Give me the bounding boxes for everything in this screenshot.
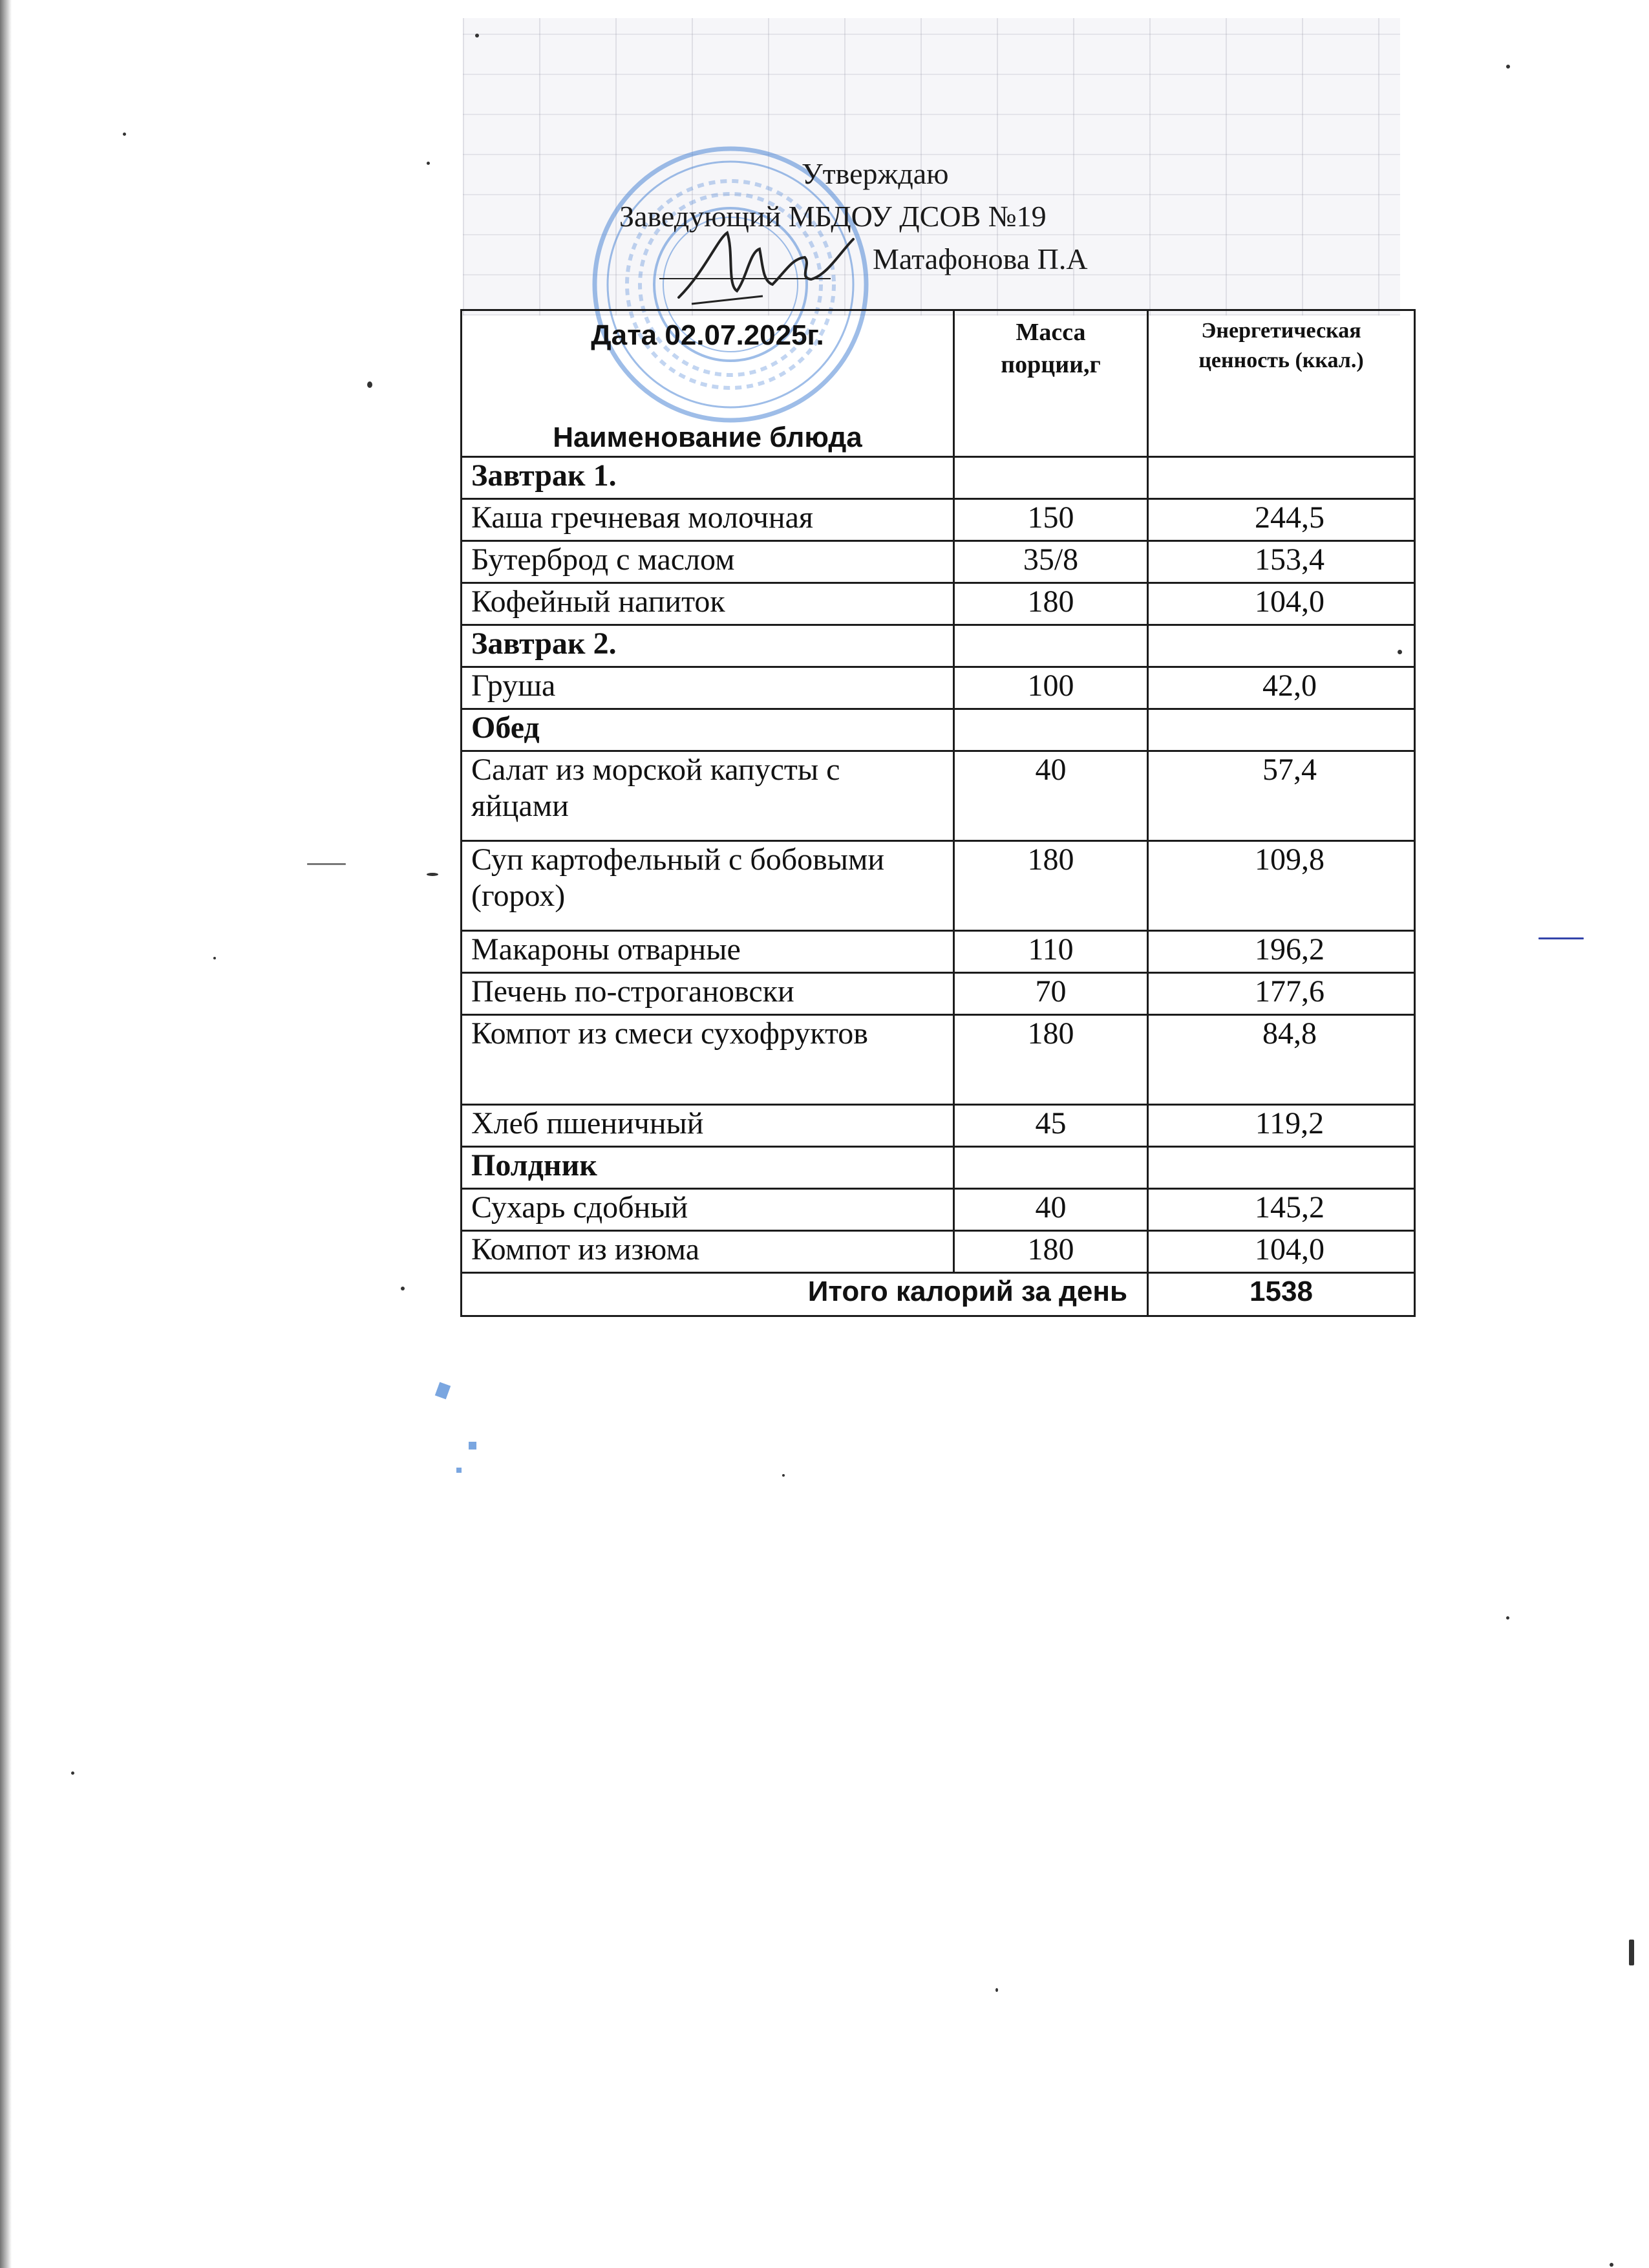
empty-cell <box>954 709 1148 751</box>
total-label: Итого калорий за день <box>462 1273 1148 1316</box>
dish-mass: 180 <box>954 1015 1148 1105</box>
dish-mass: 180 <box>954 841 1148 931</box>
section-row <box>462 625 1415 667</box>
table-row <box>462 667 1415 709</box>
scan-speck <box>1629 1940 1634 1965</box>
scan-speck <box>367 381 372 388</box>
dish-name: Хлеб пшеничный <box>462 1105 954 1147</box>
table-header-row <box>462 310 1415 409</box>
dish-mass: 70 <box>954 973 1148 1015</box>
table-row <box>462 841 1415 931</box>
dish-energy: 104,0 <box>1148 583 1415 625</box>
dish-energy: 119,2 <box>1148 1105 1415 1147</box>
scan-speck <box>213 957 216 959</box>
dish-name: Печень по-строгановски <box>462 973 954 1015</box>
empty-cell <box>1148 1147 1415 1189</box>
table-row <box>462 973 1415 1015</box>
section-title: Обед <box>462 709 954 751</box>
section-title: Завтрак 1. <box>462 457 954 499</box>
scan-speck <box>469 1442 476 1450</box>
menu-date: Дата 02.07.2025г. <box>462 310 954 409</box>
dish-energy: 104,0 <box>1148 1231 1415 1273</box>
scan-speck <box>435 1382 451 1400</box>
dish-energy: 42,0 <box>1148 667 1415 709</box>
dish-energy: 84,8 <box>1148 1015 1415 1105</box>
table-row <box>462 541 1415 583</box>
scan-speck <box>456 1468 462 1473</box>
dish-name: Кофейный напиток <box>462 583 954 625</box>
scan-speck <box>1538 937 1584 939</box>
scan-speck <box>427 162 430 165</box>
scan-speck <box>307 863 346 865</box>
dish-mass: 45 <box>954 1105 1148 1147</box>
scan-speck <box>427 873 438 876</box>
dish-energy: 109,8 <box>1148 841 1415 931</box>
section-title: Завтрак 2. <box>462 625 954 667</box>
dish-energy: 244,5 <box>1148 499 1415 541</box>
scan-binding-shadow <box>0 0 12 2268</box>
table-row <box>462 499 1415 541</box>
approval-position: Заведующий МБДОУ ДСОВ №19 <box>619 200 1047 233</box>
dish-energy: 153,4 <box>1148 541 1415 583</box>
dish-mass: 110 <box>954 931 1148 973</box>
approver-name: Матафонова П.А <box>873 242 1088 275</box>
table-row <box>462 931 1415 973</box>
signature-underline <box>659 278 831 279</box>
total-value: 1538 <box>1148 1273 1415 1316</box>
column-header-energy: Энергетическая ценность (ккал.) <box>1148 310 1415 457</box>
empty-cell <box>1148 625 1415 667</box>
scan-speck <box>1506 65 1510 69</box>
scan-speck <box>475 34 479 37</box>
dish-mass: 100 <box>954 667 1148 709</box>
dish-energy: 177,6 <box>1148 973 1415 1015</box>
scan-speck <box>1506 1616 1509 1620</box>
scan-speck <box>995 1988 998 1992</box>
table-row <box>462 1015 1415 1105</box>
table-row <box>462 1105 1415 1147</box>
dish-name: Макароны отварные <box>462 931 954 973</box>
dish-name: Компот из изюма <box>462 1231 954 1273</box>
section-row <box>462 709 1415 751</box>
scan-speck <box>1610 2263 1613 2267</box>
scan-speck <box>782 1474 785 1477</box>
scan-speck <box>401 1287 405 1290</box>
dish-energy: 196,2 <box>1148 931 1415 973</box>
dish-name: Компот из смеси сухофруктов <box>462 1015 954 1105</box>
dish-mass: 40 <box>954 1189 1148 1231</box>
dish-energy: 145,2 <box>1148 1189 1415 1231</box>
dish-energy: 57,4 <box>1148 751 1415 841</box>
dish-name: Груша <box>462 667 954 709</box>
empty-cell <box>954 457 1148 499</box>
dish-mass: 35/8 <box>954 541 1148 583</box>
dish-name: Бутерброд с маслом <box>462 541 954 583</box>
approval-title: Утверждаю <box>802 157 949 190</box>
dish-mass: 40 <box>954 751 1148 841</box>
dish-name: Суп картофельный с бобовыми (горох) <box>462 841 954 931</box>
table-row <box>462 1189 1415 1231</box>
dish-mass: 150 <box>954 499 1148 541</box>
empty-cell <box>954 1147 1148 1189</box>
empty-cell <box>954 625 1148 667</box>
dish-name: Сухарь сдобный <box>462 1189 954 1231</box>
dish-name: Салат из морской капусты с яйцами <box>462 751 954 841</box>
column-header-mass: Масса порции,г <box>954 310 1148 457</box>
scan-speck <box>71 1771 74 1775</box>
section-row <box>462 1147 1415 1189</box>
scan-speck <box>123 133 126 136</box>
dish-name: Каша гречневая молочная <box>462 499 954 541</box>
dish-mass: 180 <box>954 1231 1148 1273</box>
total-row <box>462 1273 1415 1316</box>
section-row <box>462 457 1415 499</box>
menu-table <box>460 309 1416 1317</box>
table-row <box>462 1231 1415 1273</box>
table-row <box>462 583 1415 625</box>
empty-cell <box>1148 709 1415 751</box>
column-header-dish-name: Наименование блюда <box>462 408 954 457</box>
section-title: Полдник <box>462 1147 954 1189</box>
table-row <box>462 751 1415 841</box>
empty-cell <box>1148 457 1415 499</box>
dish-mass: 180 <box>954 583 1148 625</box>
scan-speck <box>1398 650 1402 654</box>
